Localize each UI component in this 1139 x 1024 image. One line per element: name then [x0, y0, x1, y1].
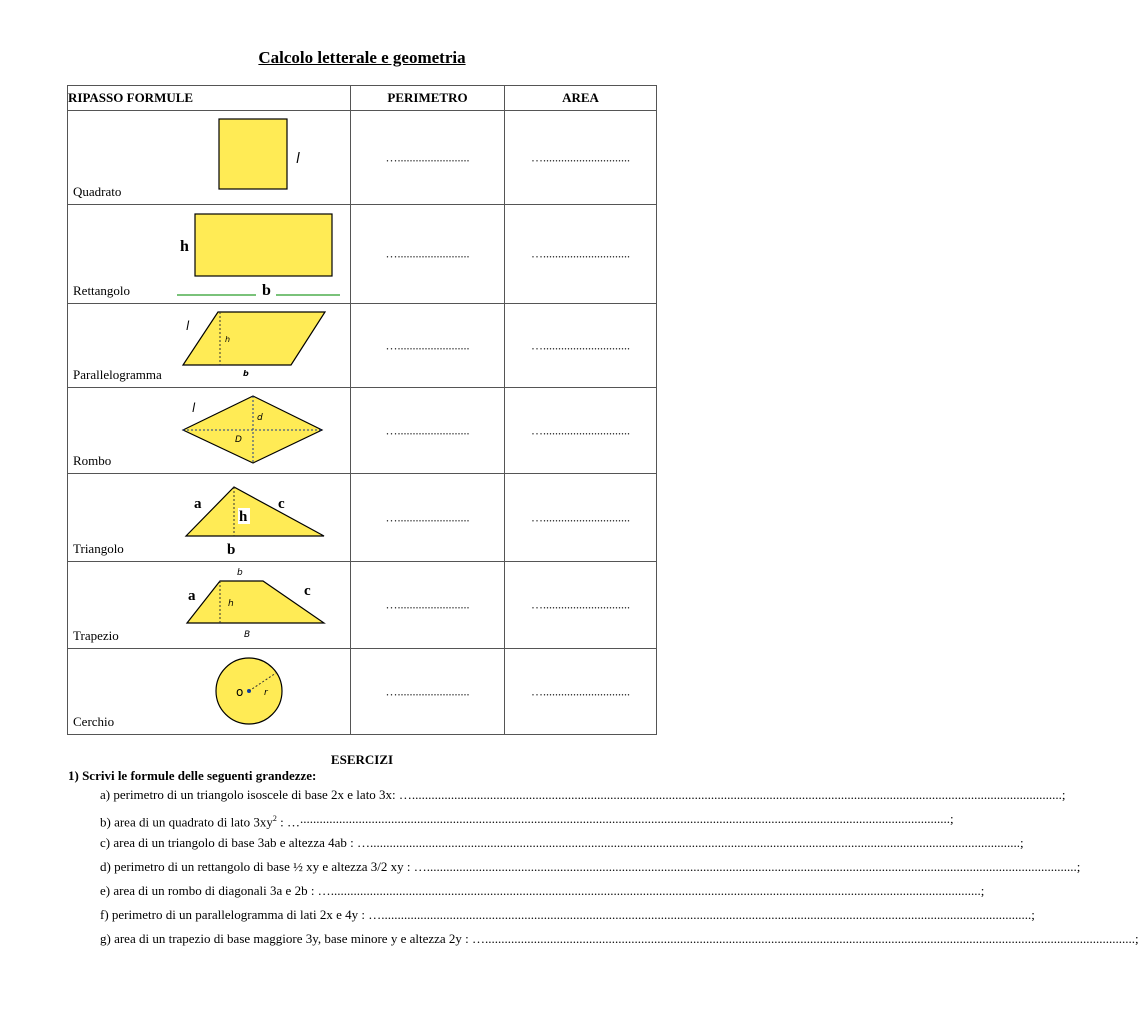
area-blank: …............................. — [531, 246, 630, 261]
list-item: c) area di un triangolo di base 3ab e altezza 4ab : … ........................................................................................................................................................................................................ ; — [100, 832, 655, 856]
table-row — [68, 474, 657, 562]
perimetro-cell — [351, 205, 505, 304]
area-cell — [505, 474, 657, 562]
exercise-text: c) area di un triangolo di base 3ab e altezza 4ab : … — [100, 835, 370, 850]
header-area: AREA — [505, 86, 657, 111]
area-cell — [505, 388, 657, 474]
area-blank: …............................. — [531, 150, 630, 164]
table-header-row — [68, 86, 657, 111]
exercise-text: g) area di un trapezio di base maggiore 3y, base minore y e altezza 2y : … — [100, 931, 486, 946]
shape-cell-parallelogramma — [68, 304, 351, 388]
label-l: l — [186, 319, 190, 333]
header-perimetro: PERIMETRO — [351, 86, 505, 111]
label-h: h — [180, 238, 189, 255]
perimetro-cell — [351, 388, 505, 474]
shape-name: Quadrato — [73, 184, 122, 199]
area-blank: …............................. — [531, 597, 630, 612]
shape-name: Triangolo — [73, 541, 124, 556]
label-b: b — [227, 542, 236, 558]
perimetro-blank: …........................ — [385, 246, 470, 261]
exercise-text: f) perimetro di un parallelogramma di lati 2x e 4y : … — [100, 907, 382, 922]
esercizi-intro: 1) Scrivi le formule delle seguenti grandezze: — [68, 768, 317, 783]
list-item: e) area di un rombo di diagonali 3a e 2b : … ........................................................................................................................................................................................................ ; — [100, 880, 655, 904]
perimetro-blank: …........................ — [385, 510, 470, 524]
shape-cell-triangolo — [68, 474, 351, 562]
shape-name: Parallelogramma — [73, 367, 162, 382]
label-b: b — [237, 568, 243, 578]
label-l: l — [296, 151, 300, 167]
label-r: r — [264, 688, 268, 698]
esercizi-list — [100, 784, 1139, 952]
shape-name: Rettangolo — [73, 283, 131, 298]
perimetro-blank: …........................ — [385, 338, 470, 352]
shape-cell-rombo — [68, 388, 351, 474]
table-row — [68, 388, 657, 474]
list-item: a) perimetro di un triangolo isoscele di base 2x e lato 3x: … ........................................................................................................................................................................................................ ; — [100, 784, 655, 808]
list-item: g) area di un trapezio di base maggiore 3y, base minore y e altezza 2y : … ........................................................................................................................................................................................................ ; — [100, 928, 655, 952]
perimetro-cell — [351, 111, 505, 205]
page-title: Calcolo letterale e geometria — [258, 48, 466, 67]
label-b: b — [262, 282, 271, 299]
label-o: o — [236, 685, 244, 699]
label-c: c — [278, 496, 285, 512]
table-row — [68, 111, 657, 205]
area-cell — [505, 649, 657, 735]
perimetro-cell — [351, 474, 505, 562]
exercise-answer-blank[interactable]: ........................................................................................................................................................................................................ — [426, 859, 1077, 874]
exercise-answer-blank[interactable]: ........................................................................................................................................................................................................ — [381, 907, 1032, 922]
table-row — [68, 304, 657, 388]
esercizi-heading: ESERCIZI — [330, 752, 394, 767]
exercise-text: e) area di un rombo di diagonali 3a e 2b : … — [100, 883, 331, 898]
area-blank: …............................. — [531, 338, 630, 352]
area-blank: …............................. — [531, 423, 630, 437]
shape-cell-trapezio — [68, 562, 351, 649]
table-row — [68, 205, 657, 304]
list-item: d) perimetro di un rettangolo di base ½ xy e altezza 3/2 xy : … ........................................................................................................................................................................................................ ; — [100, 856, 655, 880]
perimetro-blank: …........................ — [385, 423, 470, 437]
label-B: B — [244, 630, 251, 640]
area-blank: …............................. — [531, 510, 630, 524]
exercise-answer-blank[interactable]: ........................................................................................................................................................................................................ — [330, 883, 981, 898]
label-a: a — [188, 588, 196, 604]
label-b: b — [243, 369, 249, 378]
perimetro-blank: …........................ — [385, 150, 470, 164]
perimetro-blank: …........................ — [385, 684, 470, 698]
label-h: h — [239, 509, 248, 525]
list-item: b) area di un quadrato di lato $3xy^2$ : … ........................................................................................................................................................................................................ ; — [100, 808, 655, 832]
perimetro-blank: …........................ — [385, 597, 470, 612]
label-d: d — [257, 413, 263, 423]
label-h: h — [225, 335, 231, 344]
label-l: l — [192, 401, 196, 415]
exercise-answer-blank[interactable]: ........................................................................................................................................................................................................ — [485, 931, 1136, 946]
exercise-text: a) perimetro di un triangolo isoscele di base 2x e lato 3x: … — [100, 787, 412, 802]
area-cell — [505, 304, 657, 388]
exercise-answer-blank[interactable]: ........................................................................................................................................................................................................ — [300, 811, 951, 826]
label-a: a — [194, 496, 202, 512]
label-D: D — [235, 435, 242, 445]
shape-name: Trapezio — [73, 628, 119, 643]
shape-cell-quadrato — [68, 111, 351, 205]
table-row — [68, 649, 657, 735]
area-blank: …............................. — [531, 684, 630, 698]
formule-table — [67, 85, 657, 735]
label-c: c — [304, 583, 311, 599]
shape-name: Rombo — [73, 453, 112, 468]
table-row — [68, 562, 657, 649]
shape-cell-cerchio — [68, 649, 351, 735]
list-item: f) perimetro di un parallelogramma di lati 2x e 4y : … ........................................................................................................................................................................................................ ; — [100, 904, 655, 928]
shape-name: Cerchio — [73, 714, 115, 729]
area-cell — [505, 205, 657, 304]
exercise-answer-blank[interactable]: ........................................................................................................................................................................................................ — [411, 787, 1062, 802]
area-cell — [505, 562, 657, 649]
perimetro-cell — [351, 562, 505, 649]
perimetro-cell — [351, 304, 505, 388]
perimetro-cell — [351, 649, 505, 735]
shape-cell-rettangolo — [68, 205, 351, 304]
area-cell — [505, 111, 657, 205]
exercise-text: b) area di un quadrato di lato $3xy^2$ : … — [100, 814, 301, 830]
exercise-answer-blank[interactable]: ........................................................................................................................................................................................................ — [370, 835, 1020, 850]
label-h: h — [228, 599, 234, 609]
header-ripasso: RIPASSO FORMULE — [68, 86, 351, 111]
exercise-text: d) perimetro di un rettangolo di base ½ xy e altezza 3/2 xy : … — [100, 859, 427, 874]
